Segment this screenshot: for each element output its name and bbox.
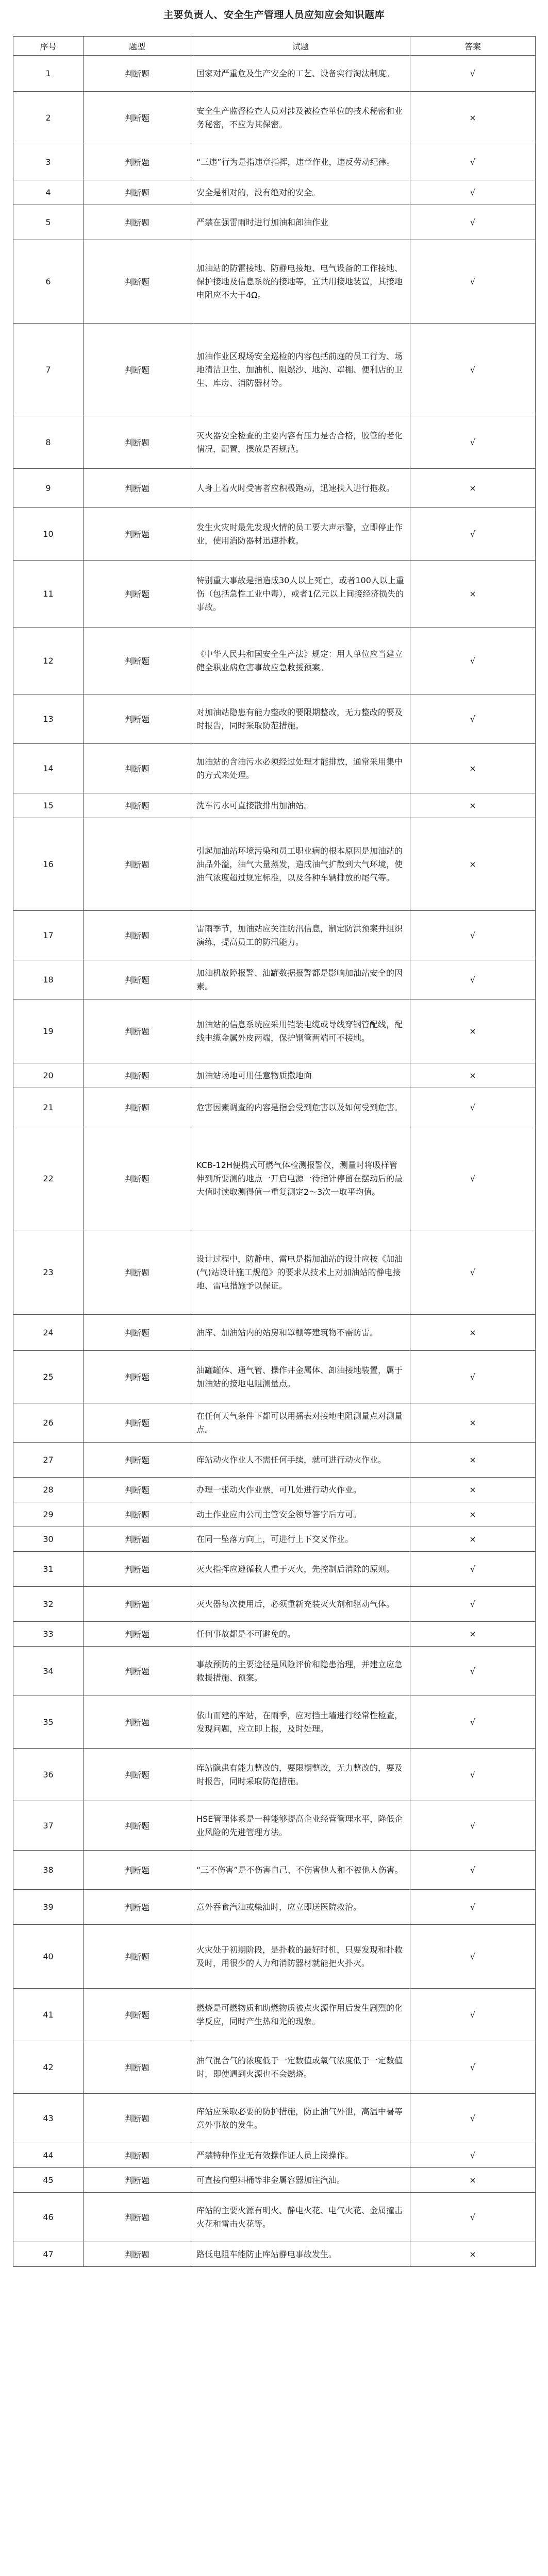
header-type: 题型 [84, 37, 191, 56]
row-answer-cell: × [410, 1315, 536, 1351]
table-row [13, 1890, 536, 1925]
row-question-cell: 事故预防的主要途径是风险评价和隐患治理，并建立应急救援措施、预案。 [191, 1647, 410, 1696]
row-answer-cell: √ [410, 1749, 536, 1801]
row-number-cell: 6 [13, 240, 84, 324]
row-question-cell: 在同一坠落方向上，可进行上下交叉作业。 [191, 1527, 410, 1552]
table-row [13, 793, 536, 818]
table-row [13, 694, 536, 744]
row-answer-cell: × [410, 793, 536, 818]
question-table [13, 36, 536, 2267]
table-row [13, 960, 536, 999]
table-row [13, 2094, 536, 2143]
row-type-cell: 判断题 [84, 1696, 191, 1749]
row-question-cell: 《中华人民共和国安全生产法》规定：用人单位应当建立健全职业病危害事故应急救援预案。 [191, 628, 410, 694]
table-row [13, 561, 536, 628]
row-type-cell: 判断题 [84, 1502, 191, 1527]
row-type-cell: 判断题 [84, 1403, 191, 1443]
row-question-cell: 特别重大事故是指造成30人以上死亡，或者100人以上重伤（包括急性工业中毒），或者1亿元以上间接经济损失的事故。 [191, 561, 410, 628]
row-type-cell: 判断题 [84, 2041, 191, 2094]
row-answer-cell: √ [410, 628, 536, 694]
row-number-cell: 23 [13, 1230, 84, 1315]
table-row [13, 1647, 536, 1696]
row-type-cell: 判断题 [84, 1890, 191, 1925]
table-row [13, 1925, 536, 1989]
row-question-cell: 燃烧是可燃物质和助燃物质被点火源作用后发生剧烈的化学反应，同时产生热和光的现象。 [191, 1989, 410, 2041]
table-row [13, 1088, 536, 1127]
row-type-cell: 判断题 [84, 2094, 191, 2143]
table-row [13, 508, 536, 561]
row-answer-cell: × [410, 469, 536, 508]
row-number-cell: 35 [13, 1696, 84, 1749]
row-answer-cell: √ [410, 694, 536, 744]
table-row [13, 1230, 536, 1315]
table-row [13, 1552, 536, 1587]
table-row [13, 818, 536, 911]
row-question-cell: 火灾处于初期阶段，是扑救的最好时机，只要发现和扑救及时，用很少的人力和消防器材就能把火扑灭。 [191, 1925, 410, 1989]
row-number-cell: 18 [13, 960, 84, 999]
row-type-cell: 判断题 [84, 2242, 191, 2267]
row-type-cell: 判断题 [84, 240, 191, 324]
row-question-cell: 路低电阻车能防止库站静电事故发生。 [191, 2242, 410, 2267]
row-number-cell: 7 [13, 324, 84, 416]
row-number-cell: 20 [13, 1063, 84, 1088]
row-answer-cell: × [410, 999, 536, 1063]
row-number-cell: 10 [13, 508, 84, 561]
row-answer-cell: × [410, 92, 536, 144]
row-number-cell: 21 [13, 1088, 84, 1127]
row-question-cell: 严禁在强雷雨时进行加油和卸油作业 [191, 205, 410, 240]
row-answer-cell: √ [410, 960, 536, 999]
row-answer-cell: √ [410, 1230, 536, 1315]
row-number-cell: 2 [13, 92, 84, 144]
row-type-cell: 判断题 [84, 1925, 191, 1989]
row-type-cell: 判断题 [84, 1478, 191, 1502]
table-row [13, 180, 536, 205]
row-number-cell: 25 [13, 1351, 84, 1403]
table-row [13, 144, 536, 180]
row-number-cell: 22 [13, 1127, 84, 1230]
row-number-cell: 31 [13, 1552, 84, 1587]
row-answer-cell: × [410, 1063, 536, 1088]
row-type-cell: 判断题 [84, 144, 191, 180]
row-number-cell: 34 [13, 1647, 84, 1696]
row-question-cell: 库站的主要火源有明火、静电火花、电气火花、金属撞击火花和雷击火花等。 [191, 2193, 410, 2242]
row-type-cell: 判断题 [84, 1749, 191, 1801]
row-number-cell: 3 [13, 144, 84, 180]
row-answer-cell: √ [410, 56, 536, 92]
row-answer-cell: √ [410, 1088, 536, 1127]
row-number-cell: 41 [13, 1989, 84, 2041]
row-question-cell: 洗车污水可直接散排出加油站。 [191, 793, 410, 818]
row-type-cell: 判断题 [84, 1552, 191, 1587]
row-type-cell: 判断题 [84, 1801, 191, 1851]
row-answer-cell: √ [410, 1351, 536, 1403]
table-row [13, 56, 536, 92]
row-type-cell: 判断题 [84, 2143, 191, 2168]
row-answer-cell: × [410, 1443, 536, 1478]
row-answer-cell: √ [410, 180, 536, 205]
page-title: 主要负责人、安全生产管理人员应知应会知识题库 [163, 9, 385, 21]
row-question-cell: 人身上着火时受害者应积极跑动，迅速扶入进行拖救。 [191, 469, 410, 508]
header-question: 试题 [191, 37, 410, 56]
row-answer-cell: × [410, 1502, 536, 1527]
row-answer-cell: √ [410, 1127, 536, 1230]
row-number-cell: 37 [13, 1801, 84, 1851]
row-type-cell: 判断题 [84, 818, 191, 911]
row-type-cell: 判断题 [84, 1088, 191, 1127]
row-answer-cell: √ [410, 2143, 536, 2168]
row-number-cell: 30 [13, 1527, 84, 1552]
row-question-cell: 库站动火作业人不需任何手续，就可进行动火作业。 [191, 1443, 410, 1478]
row-question-cell: 危害因素调查的内容是指会受到危害以及如何受到危害。 [191, 1088, 410, 1127]
row-number-cell: 46 [13, 2193, 84, 2242]
table-row [13, 1989, 536, 2041]
header-number: 序号 [13, 37, 84, 56]
row-question-cell: KCB-12H便携式可燃气体检测报警仪，测量时将吸样管伸到所要测的地点一开启电源一待指针停留在摆动后的最大值时读取测得值一重复测定2～3次一取平均值。 [191, 1127, 410, 1230]
row-question-cell: 依山而建的库站，在雨季，应对挡土墙进行经常性检查，发现问题，应立即上报，及时处理。 [191, 1696, 410, 1749]
row-type-cell: 判断题 [84, 2168, 191, 2193]
row-type-cell: 判断题 [84, 1127, 191, 1230]
row-question-cell: 库站隐患有能力整改的，要限期整改，无力整改的，要及时报告，同时采取防范措施。 [191, 1749, 410, 1801]
row-number-cell: 26 [13, 1403, 84, 1443]
row-number-cell: 39 [13, 1890, 84, 1925]
table-row [13, 1801, 536, 1851]
table-row [13, 2143, 536, 2168]
row-answer-cell: √ [410, 911, 536, 960]
row-type-cell: 判断题 [84, 508, 191, 561]
row-type-cell: 判断题 [84, 92, 191, 144]
row-number-cell: 24 [13, 1315, 84, 1351]
row-type-cell: 判断题 [84, 1851, 191, 1890]
row-number-cell: 43 [13, 2094, 84, 2143]
row-answer-cell: × [410, 2242, 536, 2267]
row-question-cell: 加油站的信息系统应采用铠装电缆或导线穿钢管配线，配线电缆金属外皮两端，保护钢管两端可不接地。 [191, 999, 410, 1063]
row-number-cell: 36 [13, 1749, 84, 1801]
table-row [13, 1622, 536, 1647]
row-number-cell: 12 [13, 628, 84, 694]
row-question-cell: 国家对严重危及生产安全的工艺、设备实行淘汰制度。 [191, 56, 410, 92]
row-question-cell: 发生火灾时最先发现火情的员工要大声示警，立即停止作业，使用消防器材迅速扑救。 [191, 508, 410, 561]
row-answer-cell: √ [410, 416, 536, 469]
row-question-cell: 库站应采取必要的防护措施，防止油气外泄，高温中暑等意外事故的发生。 [191, 2094, 410, 2143]
row-question-cell: 在任何天气条件下都可以用摇表对接地电阻测量点对测量点。 [191, 1403, 410, 1443]
table-row [13, 1696, 536, 1749]
table-row [13, 1127, 536, 1230]
table-row [13, 1315, 536, 1351]
row-type-cell: 判断题 [84, 694, 191, 744]
row-question-cell: 加油站的含油污水必须经过处理才能排放，通常采用集中的方式来处理。 [191, 744, 410, 793]
row-question-cell: 严禁特种作业无有效操作证人员上岗操作。 [191, 2143, 410, 2168]
row-question-cell: 引起加油站环境污染和员工职业病的根本原因是加油站的油品外溢，油气大量蒸发，造成油气扩散到大气环境，使油气浓度超过规定标准，以及各种车辆排放的尾气等。 [191, 818, 410, 911]
row-answer-cell: × [410, 1622, 536, 1647]
row-type-cell: 判断题 [84, 180, 191, 205]
row-type-cell: 判断题 [84, 1527, 191, 1552]
row-number-cell: 1 [13, 56, 84, 92]
row-number-cell: 40 [13, 1925, 84, 1989]
table-row [13, 999, 536, 1063]
table-row [13, 1063, 536, 1088]
table-row [13, 1351, 536, 1403]
table-row [13, 240, 536, 324]
row-question-cell: 加油站的防雷接地、防静电接地、电气设备的工作接地、保护接地及信息系统的接地等，宜共用接地装置，其接地电阻应不大于4Ω。 [191, 240, 410, 324]
row-answer-cell: √ [410, 2193, 536, 2242]
row-answer-cell: √ [410, 1801, 536, 1851]
header-answer: 答案 [410, 37, 536, 56]
row-type-cell: 判断题 [84, 1443, 191, 1478]
row-answer-cell: × [410, 1527, 536, 1552]
row-type-cell: 判断题 [84, 744, 191, 793]
row-question-cell: 加油站场地可用任意物质撒地面 [191, 1063, 410, 1088]
row-type-cell: 判断题 [84, 416, 191, 469]
table-row [13, 2168, 536, 2193]
table-row [13, 469, 536, 508]
row-answer-cell: √ [410, 1552, 536, 1587]
table-row [13, 205, 536, 240]
row-type-cell: 判断题 [84, 1351, 191, 1403]
table-row [13, 1851, 536, 1890]
row-number-cell: 33 [13, 1622, 84, 1647]
row-answer-cell: √ [410, 1925, 536, 1989]
row-number-cell: 4 [13, 180, 84, 205]
row-number-cell: 8 [13, 416, 84, 469]
row-answer-cell: √ [410, 1696, 536, 1749]
table-row [13, 1527, 536, 1552]
row-answer-cell: × [410, 561, 536, 628]
row-question-cell: “三违”行为是指违章指挥，违章作业，违反劳动纪律。 [191, 144, 410, 180]
row-question-cell: 灭火指挥应遵循救人重于灭火，先控制后消除的原则。 [191, 1552, 410, 1587]
table-row [13, 1749, 536, 1801]
row-number-cell: 19 [13, 999, 84, 1063]
table-row [13, 1443, 536, 1478]
table-row [13, 1502, 536, 1527]
row-number-cell: 13 [13, 694, 84, 744]
row-type-cell: 判断题 [84, 561, 191, 628]
row-question-cell: 加油作业区现场安全巡检的内容包括前庭的员工行为、场地清洁卫生、加油机、阻燃沙、地沟、罩棚、便利店的卫生、库房、消防器材等。 [191, 324, 410, 416]
row-type-cell: 判断题 [84, 911, 191, 960]
row-number-cell: 42 [13, 2041, 84, 2094]
row-answer-cell: × [410, 2168, 536, 2193]
row-question-cell: 油气混合气的浓度低于一定数值或氧气浓度低于一定数值时，即使遇到火源也不会燃烧。 [191, 2041, 410, 2094]
row-question-cell: 安全生产监督检查人员对涉及被检查单位的技术秘密和业务秘密，不应为其保密。 [191, 92, 410, 144]
row-type-cell: 判断题 [84, 628, 191, 694]
row-question-cell: 任何事故都是不可避免的。 [191, 1622, 410, 1647]
table-row [13, 2242, 536, 2267]
table-body [13, 56, 536, 2267]
row-type-cell: 判断题 [84, 999, 191, 1063]
row-type-cell: 判断题 [84, 1647, 191, 1696]
row-number-cell: 32 [13, 1587, 84, 1622]
row-answer-cell: × [410, 818, 536, 911]
row-answer-cell: × [410, 744, 536, 793]
table-row [13, 744, 536, 793]
row-answer-cell: √ [410, 1890, 536, 1925]
row-number-cell: 9 [13, 469, 84, 508]
table-row [13, 324, 536, 416]
row-type-cell: 判断题 [84, 1989, 191, 2041]
row-question-cell: 对加油站隐患有能力整改的要限期整改，无力整改的要及时报告，同时采取防范措施。 [191, 694, 410, 744]
row-number-cell: 14 [13, 744, 84, 793]
table-row [13, 911, 536, 960]
row-number-cell: 38 [13, 1851, 84, 1890]
row-answer-cell: × [410, 1478, 536, 1502]
row-answer-cell: √ [410, 240, 536, 324]
table-row [13, 1403, 536, 1443]
row-number-cell: 45 [13, 2168, 84, 2193]
row-answer-cell: √ [410, 205, 536, 240]
row-question-cell: 意外吞食汽油或柴油时，应立即送医院救治。 [191, 1890, 410, 1925]
row-question-cell: 灭火器安全检查的主要内容有压力是否合格，胶管的老化情况，配置，摆放是否规范。 [191, 416, 410, 469]
row-number-cell: 27 [13, 1443, 84, 1478]
row-number-cell: 16 [13, 818, 84, 911]
row-type-cell: 判断题 [84, 56, 191, 92]
row-type-cell: 判断题 [84, 960, 191, 999]
row-type-cell: 判断题 [84, 324, 191, 416]
table-row [13, 92, 536, 144]
row-answer-cell: √ [410, 1851, 536, 1890]
row-type-cell: 判断题 [84, 1230, 191, 1315]
row-answer-cell: √ [410, 508, 536, 561]
row-answer-cell: √ [410, 2094, 536, 2143]
row-number-cell: 47 [13, 2242, 84, 2267]
row-type-cell: 判断题 [84, 469, 191, 508]
row-question-cell: 油库、加油站内的站房和罩棚等建筑物不需防雷。 [191, 1315, 410, 1351]
row-question-cell: 雷雨季节，加油站应关注防汛信息，制定防洪预案并组织演练，提高员工的防汛能力。 [191, 911, 410, 960]
row-answer-cell: √ [410, 2041, 536, 2094]
row-type-cell: 判断题 [84, 1315, 191, 1351]
table-row [13, 1478, 536, 1502]
table-row [13, 2041, 536, 2094]
row-number-cell: 15 [13, 793, 84, 818]
table-row [13, 2193, 536, 2242]
row-type-cell: 判断题 [84, 1063, 191, 1088]
row-type-cell: 判断题 [84, 205, 191, 240]
row-answer-cell: √ [410, 1647, 536, 1696]
row-number-cell: 29 [13, 1502, 84, 1527]
table-row [13, 1587, 536, 1622]
row-number-cell: 17 [13, 911, 84, 960]
row-question-cell: HSE管理体系是一种能够提高企业经营管理水平，降低企业风险的先进管理方法。 [191, 1801, 410, 1851]
row-question-cell: 办理一张动火作业票，可几处进行动火作业。 [191, 1478, 410, 1502]
row-type-cell: 判断题 [84, 1587, 191, 1622]
row-question-cell: 灭火器每次使用后，必须重新充装灭火剂和驱动气体。 [191, 1587, 410, 1622]
row-question-cell: 安全是相对的，没有绝对的安全。 [191, 180, 410, 205]
row-answer-cell: √ [410, 1989, 536, 2041]
row-question-cell: 可直接向塑料桶等非金属容器加注汽油。 [191, 2168, 410, 2193]
row-number-cell: 5 [13, 205, 84, 240]
row-answer-cell: × [410, 1403, 536, 1443]
row-type-cell: 判断题 [84, 2193, 191, 2242]
row-question-cell: 油罐罐体、通气管、操作井金属体、卸油接地装置，属于加油站的接地电阻测量点。 [191, 1351, 410, 1403]
row-question-cell: 加油机故障报警、油罐数据报警都是影响加油站安全的因素。 [191, 960, 410, 999]
row-question-cell: 动土作业应由公司主管安全领导答字后方可。 [191, 1502, 410, 1527]
table-header-row [13, 37, 536, 56]
row-number-cell: 28 [13, 1478, 84, 1502]
row-answer-cell: √ [410, 324, 536, 416]
row-number-cell: 44 [13, 2143, 84, 2168]
row-question-cell: 设计过程中，防静电、雷电是指加油站的设计应按《加油(气)站设计施工规范》的要求从技术上对加油站的静电接地、雷电措施予以保证。 [191, 1230, 410, 1315]
row-answer-cell: √ [410, 1587, 536, 1622]
table-row [13, 416, 536, 469]
row-type-cell: 判断题 [84, 793, 191, 818]
row-type-cell: 判断题 [84, 1622, 191, 1647]
row-number-cell: 11 [13, 561, 84, 628]
table-row [13, 628, 536, 694]
row-answer-cell: √ [410, 144, 536, 180]
row-question-cell: “三不伤害”是不伤害自己、不伤害他人和不被他人伤害。 [191, 1851, 410, 1890]
